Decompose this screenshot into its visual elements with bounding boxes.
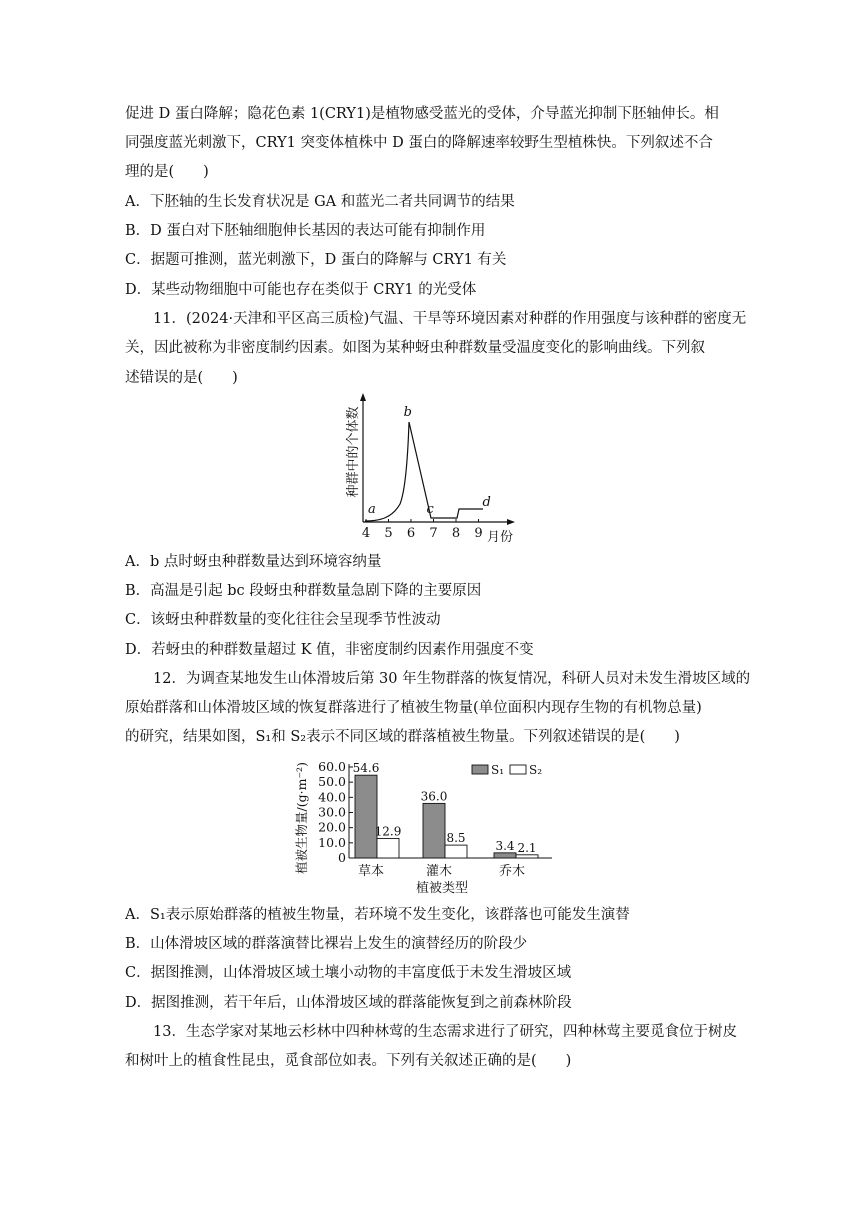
q10-option-d: D．某些动物细胞中可能也存在类似于 CRY1 的光受体 xyxy=(125,282,477,298)
legend-label: S₂ xyxy=(529,763,543,777)
q13-line-1: 13．生态学家对某地云杉林中四种林莺的生态需求进行了研究，四种林莺主要觅食位于树皮 xyxy=(153,1024,737,1040)
line-chart-point-label-c: c xyxy=(426,502,434,517)
q10-line-2: 同强度蓝光刺激下，CRY1 突变体植株中 D 蛋白的降解速率较野生型植株快。下列叙述不合 xyxy=(125,135,713,151)
q10-line-3: 理的是( ) xyxy=(125,164,209,180)
q10-option-c: C．据题可推测，蓝光刺激下，D 蛋白的降解与 CRY1 有关 xyxy=(125,252,507,268)
q12-option-c: C．据图推测，山体滑坡区域土壤小动物的丰富度低于未发生滑坡区域 xyxy=(125,965,572,981)
q11-option-a: A．b 点时蚜虫种群数量达到环境容纳量 xyxy=(125,554,382,570)
line-chart-x-tick-label: 6 xyxy=(406,526,416,541)
q12-option-d: D．据图推测，若干年后，山体滑坡区域的群落能恢复到之前森林阶段 xyxy=(125,995,572,1011)
q10-line-1: 促进 D 蛋白降解；隐花色素 1(CRY1)是植物感受蓝光的受体，介导蓝光抑制下胚轴伸长。相 xyxy=(125,106,719,122)
biomass-bar-chart xyxy=(292,752,582,898)
bar-chart-xlabel: 植被类型 xyxy=(415,881,469,896)
q11-option-b: B．高温是引起 bc 段蚜虫种群数量急剧下降的主要原因 xyxy=(125,583,482,599)
q12-line-3: 的研究，结果如图，S₁和 S₂表示不同区域的群落植被生物量。下列叙述错误的是( ) xyxy=(125,729,680,745)
bar-chart-category-label: 乔木 xyxy=(498,864,526,879)
line-chart-xlabel: 月份 xyxy=(487,530,514,544)
q12-option-b: B．山体滑坡区域的群落演替比裸岩上发生的演替经历的阶段少 xyxy=(125,936,528,952)
bar-value-label: 54.6 xyxy=(352,761,380,776)
line-chart-ylabel: 种群中的个体数 xyxy=(346,406,361,498)
q12-line-2: 原始群落和山体滑坡区域的恢复群落进行了植被生物量(单位面积内现存生物的有机物总量) xyxy=(125,700,702,716)
q12-option-a: A．S₁表示原始群落的植被生物量，若环境不发生变化，该群落也可能发生演替 xyxy=(125,907,630,923)
population-curve xyxy=(365,422,483,521)
legend-swatch xyxy=(510,765,526,774)
q11-option-c: C．该蚜虫种群数量的变化往往会呈现季节性波动 xyxy=(125,612,441,628)
q11-line-3: 述错误的是( ) xyxy=(125,370,238,386)
bar-chart-category-label: 草本 xyxy=(357,864,385,879)
bar-value-label: 2.1 xyxy=(517,840,537,855)
bar-chart-y-tick-label: 50.0 xyxy=(318,774,346,790)
line-chart-point-label-a: a xyxy=(368,502,376,517)
q12-line-1: 12．为调查某地发生山体滑坡后第 30 年生物群落的恢复情况，科研人员对未发生滑坡区域的 xyxy=(153,671,751,687)
bar-value-label: 3.4 xyxy=(495,838,515,853)
line-chart-x-arrow xyxy=(507,519,515,525)
bar-chart-category-label: 灌木 xyxy=(425,864,453,879)
population-line-chart xyxy=(330,392,530,544)
line-chart-x-tick-label: 8 xyxy=(451,526,461,541)
q11-option-d: D．若蚜虫的种群数量超过 K 值，非密度制约因素作用强度不变 xyxy=(125,642,534,658)
q11-line-2: 关，因此被称为非密度制约因素。如图为某种蚜虫种群数量受温度变化的影响曲线。下列叙 xyxy=(125,340,705,356)
line-chart-x-tick-label: 9 xyxy=(474,526,483,541)
line-chart-x-tick-label: 5 xyxy=(384,526,393,541)
bar-value-label: 36.0 xyxy=(420,789,448,804)
bar-chart-y-tick-label: 0 xyxy=(338,850,346,865)
bar-chart-y-tick-label: 20.0 xyxy=(318,819,346,835)
bar-chart-y-tick-label: 10.0 xyxy=(318,834,346,850)
bar-chart-y-tick-label: 40.0 xyxy=(318,789,346,805)
line-chart-point-label-d: d xyxy=(482,495,491,510)
bar-chart-y-tick-label: 30.0 xyxy=(318,804,346,820)
bar-s1 xyxy=(423,803,445,858)
bar-chart-y-tick-label: 60.0 xyxy=(318,759,346,774)
legend-label: S₁ xyxy=(491,763,505,777)
bar-s2 xyxy=(516,855,538,858)
bar-value-label: 12.9 xyxy=(374,824,402,839)
line-chart-x-tick-label: 7 xyxy=(429,526,438,541)
line-chart-y-arrow xyxy=(360,393,366,401)
bar-value-label: 8.5 xyxy=(446,831,466,846)
q10-option-b: B．D 蛋白对下胚轴细胞伸长基因的表达可能有抑制作用 xyxy=(125,223,486,239)
bar-s2 xyxy=(445,845,467,858)
q10-option-a: A．下胚轴的生长发育状况是 GA 和蓝光二者共同调节的结果 xyxy=(125,194,515,210)
q13-line-2: 和树叶上的植食性昆虫，觅食部位如表。下列有关叙述正确的是( ) xyxy=(125,1053,572,1069)
bar-s2 xyxy=(377,838,399,858)
legend-swatch xyxy=(472,765,488,774)
bar-s1 xyxy=(494,853,516,858)
bar-s1 xyxy=(355,775,377,858)
line-chart-x-tick-label: 4 xyxy=(361,526,371,541)
line-chart-point-label-b: b xyxy=(403,405,412,420)
bar-chart-ylabel: 植被生物量/(g·m⁻²) xyxy=(294,762,309,874)
q11-line-1: 11．(2024·天津和平区高三质检)气温、干旱等环境因素对种群的作用强度与该种群的密度无 xyxy=(153,311,747,327)
